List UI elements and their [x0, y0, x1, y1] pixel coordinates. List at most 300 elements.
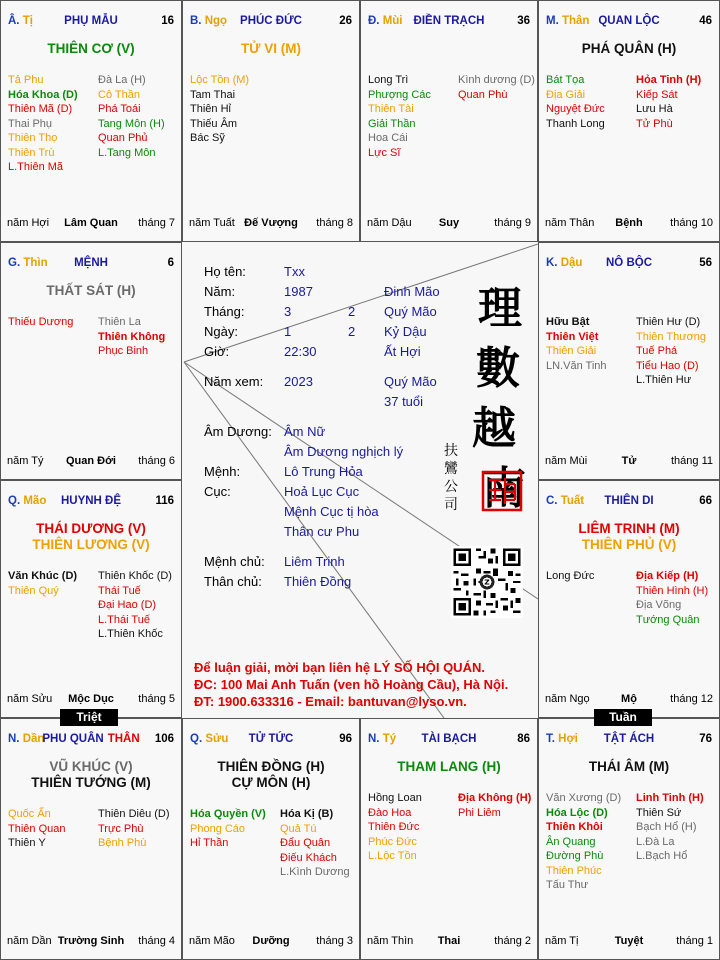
palace-month: tháng 7 — [138, 217, 175, 229]
minor-star: Phá Toái — [98, 103, 141, 115]
left-stars — [546, 73, 632, 131]
can: K. — [546, 257, 558, 269]
palace-mao — [0, 480, 182, 718]
minor-star: Thiên Hư (D) — [636, 316, 701, 328]
minor-star: L.Lộc Tồn — [368, 850, 417, 862]
palace-stage: Mộc Dục — [68, 693, 114, 705]
palace-name-text: HUYNH ĐỆ — [60, 495, 122, 507]
minor-star: Hỏa Tinh (H) — [636, 74, 702, 86]
palace-footer — [7, 217, 175, 231]
chi: Ngọ — [204, 15, 228, 27]
minor-star: Tam Thai — [190, 88, 236, 101]
palace-month: tháng 12 — [670, 693, 713, 705]
ngay-label: Ngày: — [204, 324, 238, 339]
minor-star: L.Thiên Hư — [636, 374, 692, 386]
minor-star: Tuế Phá — [636, 345, 678, 357]
palace-month: tháng 11 — [670, 455, 713, 467]
contact-line-3: ĐT: 1900.633316 - Email: bantuvan@lyso.vn. — [194, 694, 467, 709]
menh-value: Lô Trung Hỏa — [284, 464, 363, 479]
right-stars — [98, 73, 182, 160]
chi: Tị — [22, 15, 33, 27]
minor-star: Long Đức — [546, 570, 595, 582]
right-stars — [280, 807, 360, 880]
than-chu-value: Thiên Đồng — [284, 574, 352, 589]
minor-star: Thiên Quý — [8, 584, 59, 597]
contact-line-1: Để luận giải, mời bạn liên hệ LÝ SỐ HỘI QUÁN. — [194, 660, 485, 675]
palace-header — [546, 15, 712, 29]
calli-char-2: 數 — [476, 343, 520, 394]
main-star: THIÊN TƯỚNG (M) — [31, 775, 151, 790]
main-star: THIÊN LƯƠNG (V) — [32, 537, 150, 552]
thang-label: Tháng: — [204, 304, 245, 319]
main-stars — [1, 41, 181, 57]
palace-year: năm Tuất — [189, 217, 235, 229]
palace-than — [538, 0, 720, 242]
palace-footer — [7, 693, 175, 707]
palace-header — [8, 15, 174, 29]
palace-header — [8, 257, 174, 271]
left-stars — [368, 73, 454, 160]
minor-star: Thai Phụ — [8, 117, 53, 130]
palace-header — [368, 15, 530, 29]
palace-footer — [189, 935, 353, 949]
minor-star: Tang Môn (H) — [98, 117, 165, 130]
palace-name — [604, 733, 654, 745]
palace-name — [422, 733, 477, 745]
chi: Hợi — [558, 733, 578, 745]
minor-star: Thiên Hình (H) — [636, 584, 709, 597]
left-stars — [8, 807, 94, 851]
main-star: THIÊN PHỦ (V) — [581, 537, 677, 552]
palace-month: tháng 1 — [676, 935, 713, 947]
minor-star: L.Thiên Mã — [8, 161, 64, 173]
palace-month: tháng 6 — [138, 455, 175, 467]
palace-age: 56 — [699, 257, 712, 269]
left-stars — [190, 807, 276, 851]
palace-footer — [367, 935, 531, 949]
can: M. — [546, 15, 559, 27]
palace-age: 36 — [517, 15, 530, 27]
palace-footer — [545, 455, 713, 469]
palace-stage: Đế Vượng — [244, 217, 298, 229]
chi: Sửu — [205, 733, 229, 745]
palace-year: năm Tị — [545, 935, 579, 947]
nam-xem-can-chi: Quý Mão — [384, 374, 437, 389]
can: Q. — [8, 495, 21, 507]
minor-star: Trực Phù — [98, 822, 144, 835]
palace-name-text: MỆNH — [74, 257, 108, 269]
main-star: THIÊN ĐỒNG (H) — [217, 759, 325, 774]
palace-age: 16 — [161, 15, 174, 27]
contact-line-2: ĐC: 100 Mai Anh Tuấn (ven hồ Hoàng Cầu), Hà Nội. — [194, 677, 509, 692]
side-char-1: 扶 — [444, 443, 458, 459]
palace-year: năm Thìn — [367, 935, 414, 947]
palace-stage: Quan Đới — [66, 455, 116, 467]
can-chi — [546, 495, 584, 507]
left-stars — [546, 315, 632, 373]
palace-header — [546, 257, 712, 271]
main-stars — [183, 759, 359, 791]
main-stars — [539, 521, 719, 553]
minor-star: L.Đà La — [636, 835, 675, 848]
palace-month: tháng 5 — [138, 693, 175, 705]
palace-year: năm Tý — [7, 455, 44, 467]
palace-header — [546, 495, 712, 509]
am-duong-label: Âm Dương: — [204, 424, 272, 439]
right-stars — [458, 791, 538, 820]
minor-star: Bạch Hổ (H) — [636, 821, 697, 833]
palace-name — [64, 15, 118, 27]
am-duong-note: Âm Dương nghịch lý — [284, 444, 404, 459]
ho-ten-value: Txx — [284, 264, 305, 279]
can-chi — [546, 257, 582, 269]
side-char-2: 鸞 — [444, 461, 458, 477]
palace-age: 116 — [155, 495, 174, 507]
palace-header — [8, 495, 174, 509]
calli-char-4: 南 — [482, 463, 526, 514]
can: Q. — [190, 733, 203, 745]
palace-name-text: PHÚC ĐỨC — [240, 15, 302, 27]
palace-name — [414, 15, 485, 27]
minor-star: Hoa Cái — [368, 132, 408, 144]
minor-star: Thiên Giải — [546, 345, 597, 357]
palace-age: 46 — [699, 15, 712, 27]
right-stars — [98, 807, 182, 851]
minor-star: Quan Phủ — [98, 132, 148, 144]
chi: Mùi — [382, 15, 403, 27]
left-stars — [368, 791, 454, 864]
can-chi — [368, 15, 403, 27]
palace-month: tháng 2 — [494, 935, 531, 947]
can: Đ. — [368, 15, 380, 27]
palace-mui — [360, 0, 538, 242]
nam-xem-value: 2023 — [284, 374, 313, 389]
minor-star: Hỉ Thần — [190, 837, 229, 849]
palace-month: tháng 3 — [316, 935, 353, 947]
minor-star: Quả Tú — [280, 822, 317, 835]
minor-star: Phượng Các — [368, 88, 431, 101]
center-panel — [182, 242, 538, 718]
calli-char-1: 理 — [478, 283, 522, 334]
minor-star: Phục Binh — [98, 345, 149, 357]
nam-label: Năm: — [204, 284, 236, 299]
main-star: THẤT SÁT (H) — [46, 283, 136, 298]
gio-value: 22:30 — [284, 344, 317, 359]
palace-month: tháng 8 — [316, 217, 353, 229]
main-star: THIÊN CƠ (V) — [47, 41, 135, 56]
main-stars — [1, 283, 181, 299]
minor-star: Thiếu Âm — [190, 117, 238, 130]
minor-star: Cô Thần — [98, 88, 140, 101]
minor-star: L.Bạch Hổ — [636, 850, 688, 862]
minor-star: Quan Phù — [458, 88, 508, 101]
palace-ty — [0, 0, 182, 242]
right-stars — [636, 569, 720, 627]
cuc-label: Cục: — [204, 484, 231, 499]
main-star: THÁI ÂM (M) — [588, 759, 670, 774]
minor-star: Tử Phù — [636, 117, 673, 130]
palace-stage: Thai — [437, 935, 461, 947]
minor-star: Thiên Diêu (D) — [98, 808, 170, 820]
palace-name — [42, 733, 139, 745]
cuc-value: Hoả Lục Cục — [284, 484, 360, 499]
palace-header — [190, 15, 352, 29]
minor-star: Tấu Thư — [546, 879, 589, 891]
minor-star: Thiên Phúc — [546, 864, 602, 877]
thang-can-chi: Quý Mão — [384, 304, 437, 319]
left-stars — [546, 569, 632, 584]
minor-star: Đào Hoa — [368, 806, 412, 819]
can-chi — [190, 15, 227, 27]
minor-star: Thanh Long — [546, 117, 605, 130]
palace-stage: Tử — [621, 455, 637, 467]
minor-star: L.Kình Dương — [280, 866, 350, 878]
palace-age: 76 — [699, 733, 712, 745]
palace-name — [240, 15, 302, 27]
minor-star: Lộc Tồn (M) — [190, 74, 250, 86]
qr-code-icon[interactable] — [451, 546, 523, 618]
palace-header — [190, 733, 352, 747]
thang-value: 3 — [284, 304, 292, 319]
palace-name-text: PHỤ MẪU — [64, 15, 118, 27]
ngay-can-chi: Kỷ Dậu — [384, 324, 427, 339]
palace-year: năm Ngọ — [545, 693, 590, 705]
minor-star: Phúc Đức — [368, 835, 417, 848]
palace-age: 66 — [699, 495, 712, 507]
palace-thin — [0, 242, 182, 480]
chi: Thìn — [23, 257, 48, 269]
minor-star: Lực Sĩ — [368, 146, 401, 159]
palace-name-text: THIÊN DI — [604, 495, 654, 507]
palace-footer — [7, 935, 175, 949]
minor-star: Thiên Mã (D) — [8, 103, 73, 115]
palace-stage: Dưỡng — [252, 935, 290, 947]
can-chi — [8, 257, 48, 269]
gio-can-chi: Ất Hợi — [384, 344, 421, 359]
minor-star: Đường Phù — [546, 850, 604, 862]
red-seal-icon — [481, 470, 523, 512]
chi: Tuất — [560, 495, 585, 507]
minor-star: Tướng Quân — [636, 613, 700, 626]
palace-month: tháng 4 — [138, 935, 175, 947]
can: B. — [190, 15, 202, 27]
palace-name — [606, 257, 652, 269]
minor-star: Thiên Sứ — [636, 806, 682, 819]
minor-star: Phong Cáo — [190, 822, 246, 835]
minor-star: Bác Sỹ — [190, 132, 225, 144]
minor-star: Thiên Quan — [8, 822, 66, 835]
palace-stage: Lâm Quan — [64, 217, 118, 229]
palace-name — [604, 495, 653, 507]
minor-star: Hữu Bật — [546, 316, 590, 328]
can-chi — [8, 495, 46, 507]
minor-star: Kiếp Sát — [636, 88, 678, 101]
palace-year: năm Dần — [7, 935, 52, 947]
palace-footer — [545, 693, 713, 707]
palace-dau — [538, 242, 720, 480]
minor-star: Thiên Không — [98, 330, 166, 343]
palace-age: 6 — [167, 257, 174, 269]
minor-star: L.Thiên Khốc — [98, 628, 163, 640]
palace-header — [546, 733, 712, 747]
left-stars — [546, 791, 632, 893]
right-stars — [458, 73, 538, 102]
palace-age: 26 — [339, 15, 352, 27]
minor-star: Bát Tọa — [546, 74, 585, 86]
palace-footer — [189, 217, 353, 231]
minor-star: Thiên Thọ — [8, 132, 58, 144]
main-stars — [183, 41, 359, 57]
main-star: TỬ VI (M) — [241, 41, 301, 56]
palace-name — [598, 15, 659, 27]
main-star: PHÁ QUÂN (H) — [581, 41, 677, 56]
minor-star: L.Thái Tuế — [98, 613, 150, 626]
minor-star: Giải Thần — [368, 117, 416, 130]
palace-name — [249, 733, 294, 745]
minor-star: Thiên Thương — [636, 330, 707, 343]
ngay-value: 1 — [284, 324, 292, 339]
palace-stage: Suy — [438, 217, 460, 229]
minor-star: Địa Kiếp (H) — [636, 570, 699, 582]
palace-name-text: TỬ TỨC — [248, 733, 294, 745]
palace-name-text: NÔ BỘC — [606, 257, 652, 269]
can-chi — [546, 733, 578, 745]
right-stars — [636, 791, 720, 864]
can: C. — [546, 495, 558, 507]
side-brand-text — [444, 442, 464, 514]
minor-star: Hóa Lộc (D) — [546, 806, 608, 819]
minor-star: Linh Tinh (H) — [636, 792, 704, 804]
minor-star: Phi Liêm — [458, 806, 501, 819]
palace-tuat — [538, 480, 720, 718]
minor-star: Đẩu Quân — [280, 837, 331, 849]
calli-char-3: 越 — [472, 403, 516, 454]
triet-tag: Triệt — [60, 709, 118, 726]
palace-age: 86 — [517, 733, 530, 745]
minor-star: Văn Xương (D) — [546, 792, 622, 804]
can-chi — [546, 15, 589, 27]
can: N. — [368, 733, 380, 745]
palace-stage: Mộ — [621, 693, 637, 705]
cuc-note-2: Thân cư Phu — [284, 524, 360, 539]
palace-hoi — [538, 718, 720, 960]
minor-star: Hóa Kị (B) — [280, 808, 334, 820]
minor-star: Thiên Tài — [368, 103, 414, 115]
left-stars — [190, 73, 276, 146]
palace-header — [368, 733, 530, 747]
minor-star: Kình dương (D) — [458, 74, 535, 86]
ho-ten-label: Họ tên: — [204, 264, 246, 279]
can-chi — [368, 733, 396, 745]
main-star: THÁI DƯƠNG (V) — [36, 521, 146, 536]
palace-year: năm Thân — [545, 217, 595, 229]
left-stars — [8, 73, 94, 175]
palace-name-text: QUAN LỘC — [598, 15, 660, 27]
minor-star: LN.Văn Tinh — [546, 359, 607, 372]
main-stars — [539, 759, 719, 775]
am-duong-value: Âm Nữ — [284, 424, 326, 439]
palace-name-text: PHU QUÂN — [42, 733, 104, 745]
palace-name-text: ĐIỀN TRẠCH — [413, 15, 485, 27]
cuc-note-1: Mệnh Cục tị hòa — [284, 504, 379, 519]
minor-star: Đà La (H) — [98, 74, 146, 86]
palace-ngo — [182, 0, 360, 242]
minor-star: Thái Tuế — [98, 584, 141, 597]
palace-year: năm Sửu — [7, 693, 53, 705]
nam-value: 1987 — [284, 284, 313, 299]
palace-footer — [545, 935, 713, 949]
nam-xem-label: Năm xem: — [204, 374, 264, 389]
right-stars — [636, 315, 720, 388]
palace-year: năm Dậu — [367, 217, 412, 229]
left-stars — [8, 569, 94, 598]
main-stars — [361, 759, 537, 775]
minor-star: Hồng Loan — [368, 792, 422, 804]
can: G. — [8, 257, 21, 269]
palace-age: 106 — [154, 733, 174, 745]
palace-header — [8, 733, 174, 747]
minor-star: Thiên Y — [8, 837, 46, 849]
main-stars — [539, 41, 719, 57]
minor-star: Quốc Ấn — [8, 808, 51, 820]
minor-star: Hóa Khoa (D) — [8, 88, 78, 101]
menh-chu-label: Mệnh chủ: — [204, 554, 265, 569]
tuan-tag: Tuần — [594, 709, 652, 726]
can: N. — [8, 733, 20, 745]
main-star: VŨ KHÚC (V) — [49, 759, 133, 774]
palace-year: năm Mùi — [545, 455, 588, 467]
minor-star: Thiên Đức — [368, 821, 420, 833]
minor-star: Ân Quang — [546, 835, 596, 848]
palace-age: 96 — [339, 733, 352, 745]
palace-month: tháng 10 — [670, 217, 713, 229]
palace-stage: Tuyệt — [614, 935, 644, 947]
than-badge: THÂN — [107, 733, 140, 745]
right-stars — [98, 569, 182, 642]
chi: Tý — [382, 733, 397, 745]
minor-star: Bệnh Phù — [98, 837, 147, 849]
minor-star: Thiên Khốc (D) — [98, 570, 172, 582]
palace-footer — [545, 217, 713, 231]
minor-star: L.Tang Môn — [98, 146, 156, 159]
minor-star: Thiếu Dương — [8, 316, 74, 328]
palace-suu — [182, 718, 360, 960]
minor-star: Điếu Khách — [280, 851, 337, 864]
menh-label: Mệnh: — [204, 464, 241, 479]
thang-am: 2 — [348, 304, 356, 319]
svg-text:Z: Z — [484, 577, 490, 587]
minor-star: Thiên La — [98, 316, 141, 328]
palace-footer — [7, 455, 175, 469]
minor-star: Văn Khúc (D) — [8, 570, 78, 582]
palace-name-text: TÀI BẠCH — [421, 733, 477, 745]
side-char-3: 公 — [444, 479, 458, 495]
minor-star: Địa Võng — [636, 599, 682, 611]
right-stars — [98, 315, 182, 359]
minor-star: Thiên Việt — [546, 330, 599, 343]
palace-ty2 — [360, 718, 538, 960]
menh-chu-value: Liêm Trinh — [284, 554, 345, 569]
chi: Mão — [23, 495, 47, 507]
minor-star: Địa Giải — [546, 88, 586, 101]
palace-year: năm Hợi — [7, 217, 50, 229]
minor-star: Tả Phu — [8, 74, 44, 86]
can-chi — [8, 15, 33, 27]
main-stars — [1, 521, 181, 553]
minor-star: Long Trì — [368, 74, 409, 86]
palace-name — [74, 257, 108, 269]
palace-dan — [0, 718, 182, 960]
